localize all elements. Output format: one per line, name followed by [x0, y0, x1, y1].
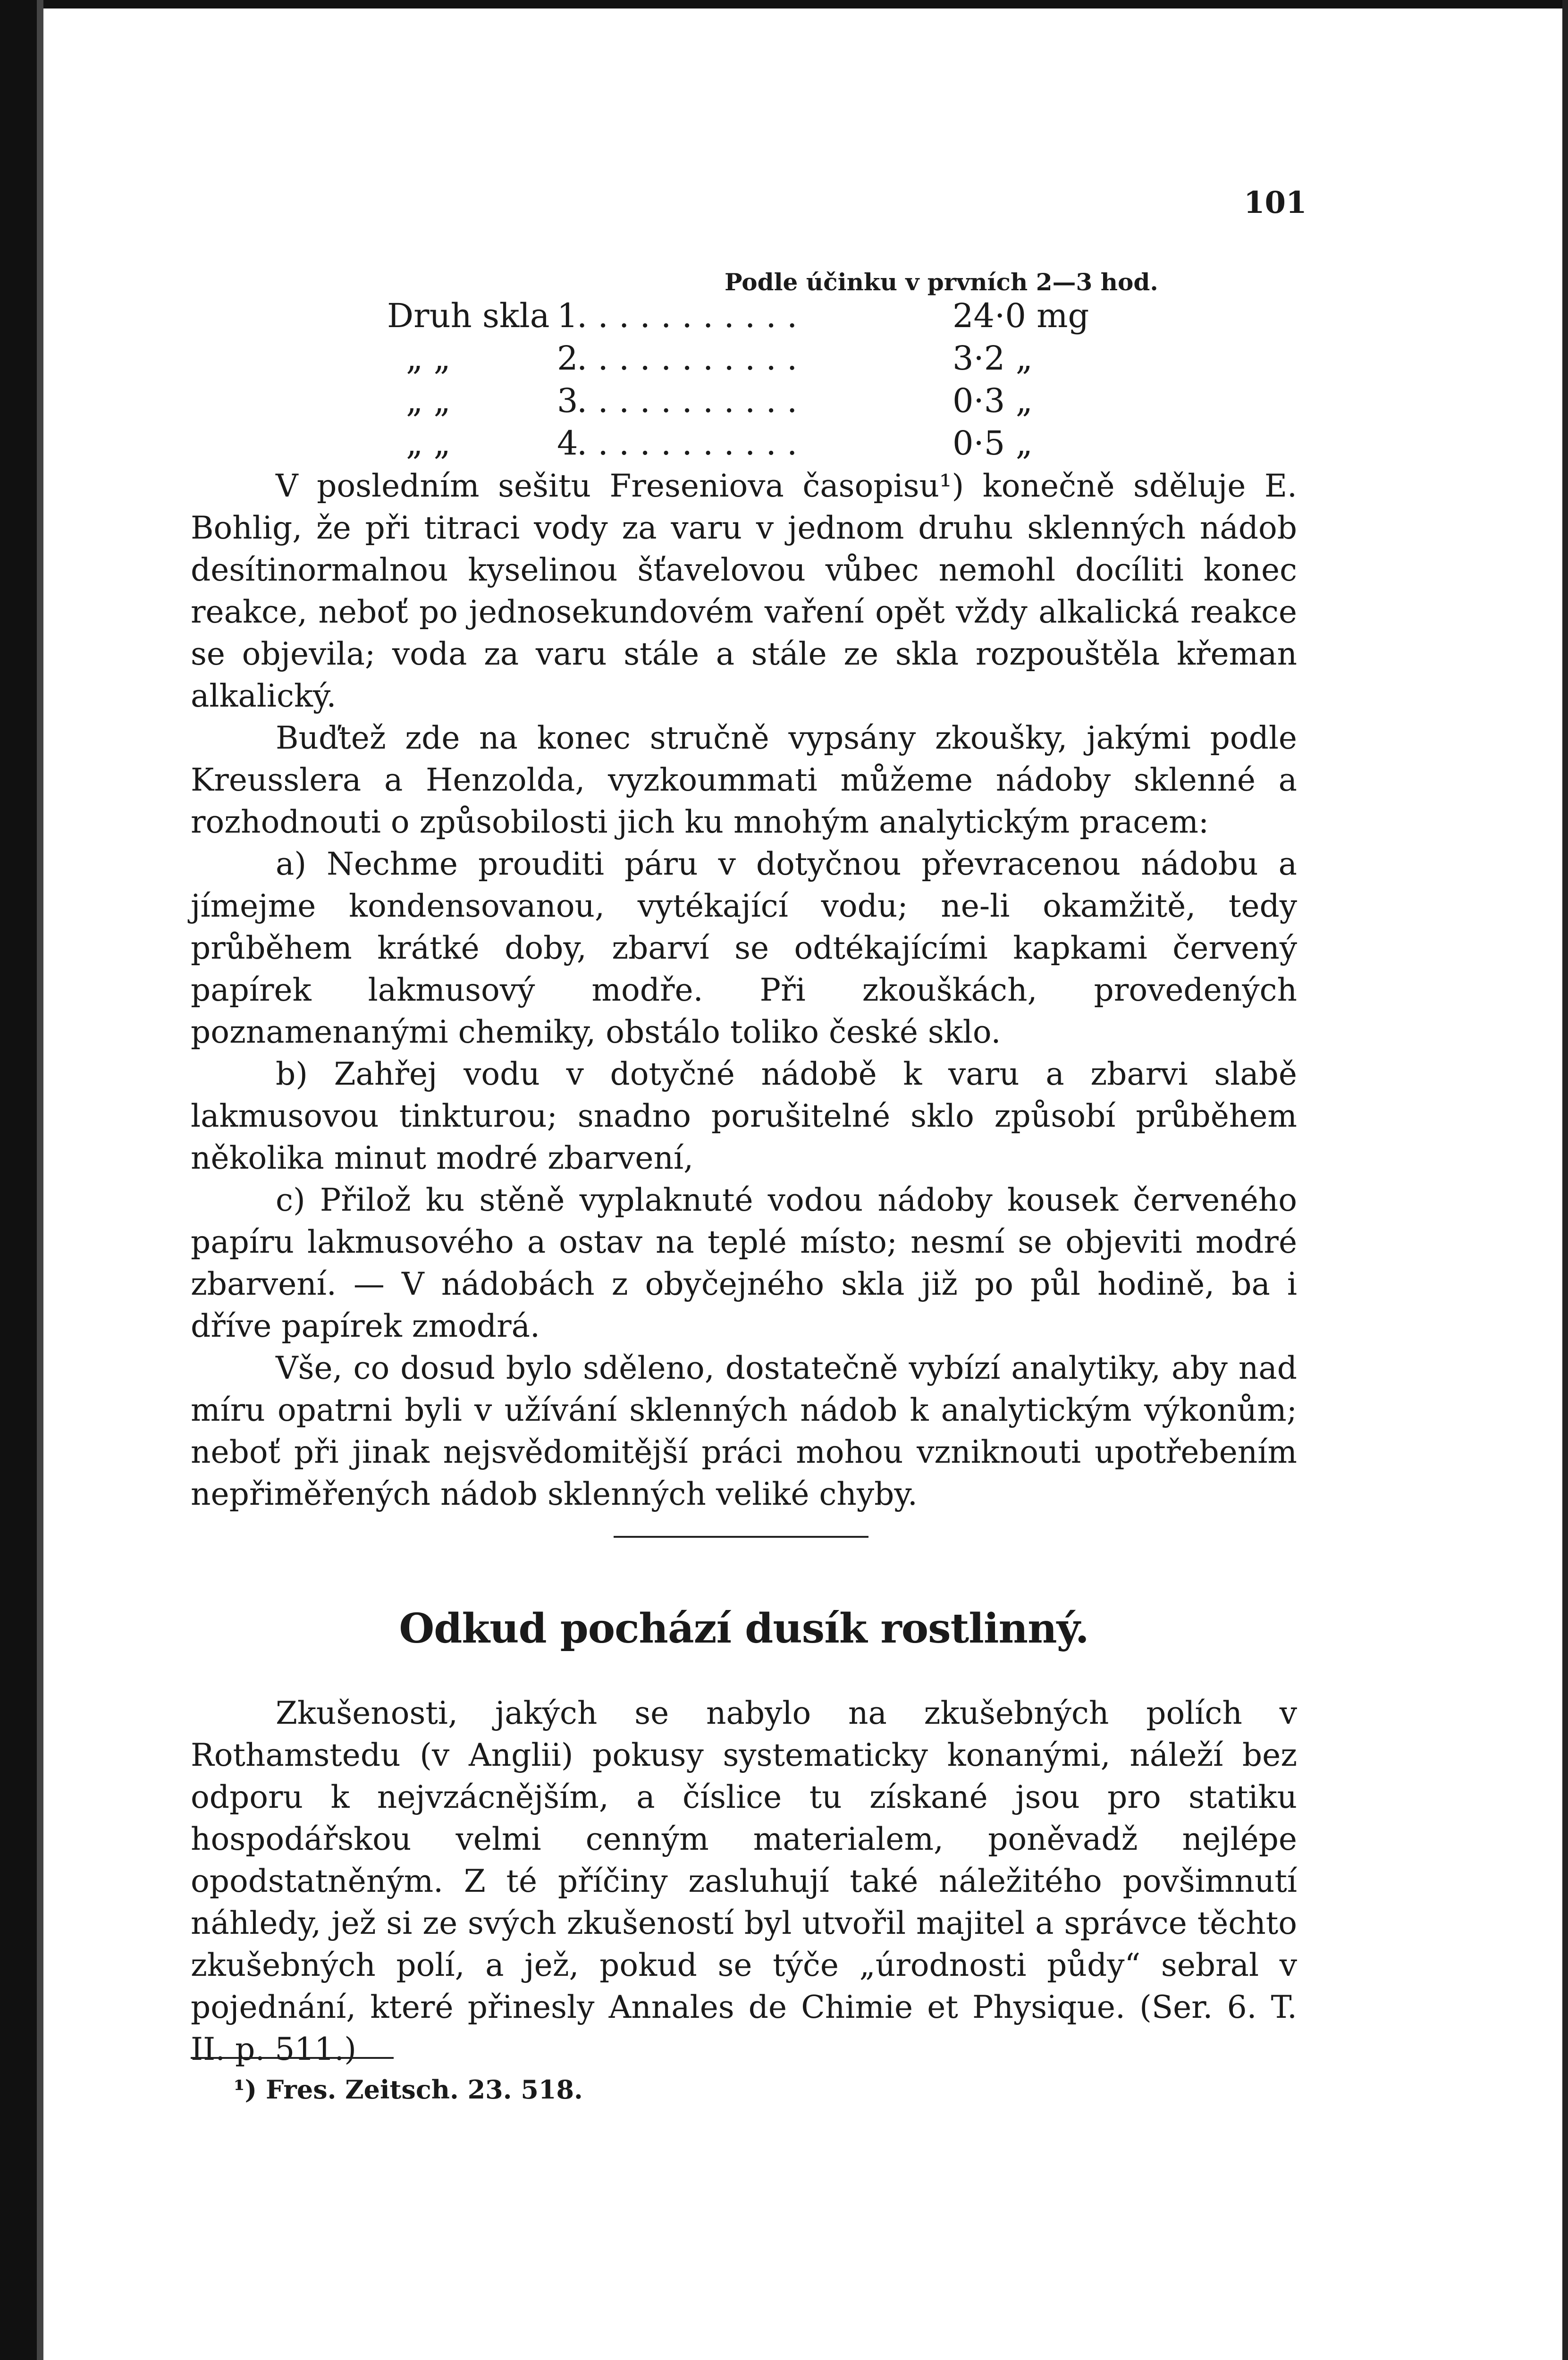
paragraph: a) Nechme prouditi páru v dotyčnou převracenou nádobu a jímejme kondensovanou, vytékající vodu; ne-li okamžitě, tedy průběhem krátké doby, zbarví se odtékajícími kapkami červený papírek lakmusový modře. Při zkouškách, provedených poznamenanými chemiky, obstálo toliko české sklo.: [191, 846, 1297, 1050]
scan-edge-right: [1562, 0, 1568, 2360]
scan-edge-left-shadow: [37, 0, 43, 2360]
paragraph: b) Zahřej vodu v dotyčné nádobě k varu a zbarvi slabě lakmusovou tinkturou; snadno porušitelné sklo způsobí průběhem několika minut modré zbarvení,: [191, 1056, 1297, 1176]
row-number: 2: [557, 339, 578, 378]
page-number: 101: [1244, 185, 1307, 220]
row-dots: . . . . . . . . . . .: [577, 296, 798, 335]
row-value: 0·5 „: [953, 424, 1033, 463]
row-value: 3·2 „: [953, 339, 1033, 378]
scan-edge-top: [0, 0, 1568, 8]
footnote-rule: [191, 2057, 394, 2059]
footnote: ¹) Fres. Zeitsch. 23. 518.: [234, 2074, 583, 2105]
row-value: 0·3 „: [953, 381, 1033, 420]
table-row: [387, 296, 1095, 339]
section-body: [191, 1692, 1297, 2070]
scan-edge-left: [0, 0, 37, 2360]
paragraph: Vše, co dosud bylo sděleno, dostatečně vybízí analytiky, aby nad míru opatrni byli v užívání sklenných nádob k analytickým výkonům; neboť při jinak nejsvědomitější práci mohou vzniknouti upotřebením nepřiměřených nádob sklenných veliké chyby.: [191, 1350, 1297, 1512]
row-label: Druh skla: [387, 296, 550, 335]
section-title: Odkud pochází dusík rostlinný.: [399, 1605, 1089, 1652]
row-dots: . . . . . . . . . . .: [577, 381, 798, 420]
row-label: „ „: [406, 381, 451, 420]
row-dots: . . . . . . . . . . .: [577, 424, 798, 463]
paragraph: Buďtež zde na konec stručně vypsány zkoušky, jakými podle Kreusslera a Henzolda, vyzkoummati můžeme nádoby sklenné a rozhodnouti o způsobilosti jich ku mnohým analytickým pracem:: [191, 720, 1297, 840]
table-header: Podle účinku v prvních 2—3 hod.: [725, 268, 1158, 296]
table-row: [387, 424, 1095, 466]
table-row: [387, 339, 1095, 381]
body-text: [191, 465, 1297, 1515]
row-label: „ „: [406, 424, 451, 463]
row-label: „ „: [406, 339, 451, 378]
paragraph: V posledním sešitu Freseniova časopisu¹) konečně sděluje E. Bohlig, že při titraci vody za varu v jednom druhu sklenných nádob desítinormalnou kyselinou šťavelovou vůbec nemohl docíliti konec reakce, neboť po jednosekundovém vaření opět vždy alkalická reakce se objevila; voda za varu stále a stále ze skla rozpouštěla křeman alkalický.: [191, 468, 1297, 714]
row-value: 24·0 mg: [953, 296, 1089, 335]
row-number: 3: [557, 381, 578, 420]
paragraph: c) Přilož ku stěně vyplaknuté vodou nádoby kousek červeného papíru lakmusového a ostav na teplé místo; nesmí se objeviti modré zbarvení. — V nádobách z obyčejného skla již po půl hodině, ba i dříve papírek zmodrá.: [191, 1182, 1297, 1344]
row-number: 4: [557, 424, 578, 463]
section-divider: [614, 1536, 868, 1538]
row-dots: . . . . . . . . . . .: [577, 339, 798, 378]
row-number: 1: [557, 296, 578, 335]
paragraph: Zkušenosti, jakých se nabylo na zkušebných polích v Rothamstedu (v Anglii) pokusy systematicky konanými, náleží bez odporu k nejvzácnějším, a číslice tu získané jsou pro statiku hospodářskou velmi cenným materialem, poněvadž nejlépe opodstatněným. Z té příčiny zasluhují také náležitého povšimnutí náhledy, jež si ze svých zkušeností byl utvořil majitel a správce těchto zkušebných polí, a jež, pokud se týče „úrodnosti půdy“ sebral v pojednání, které přinesly Annales de Chimie et Physique. (Ser. 6. T. II. p. 511.): [191, 1695, 1297, 2067]
table-row: [387, 381, 1095, 424]
